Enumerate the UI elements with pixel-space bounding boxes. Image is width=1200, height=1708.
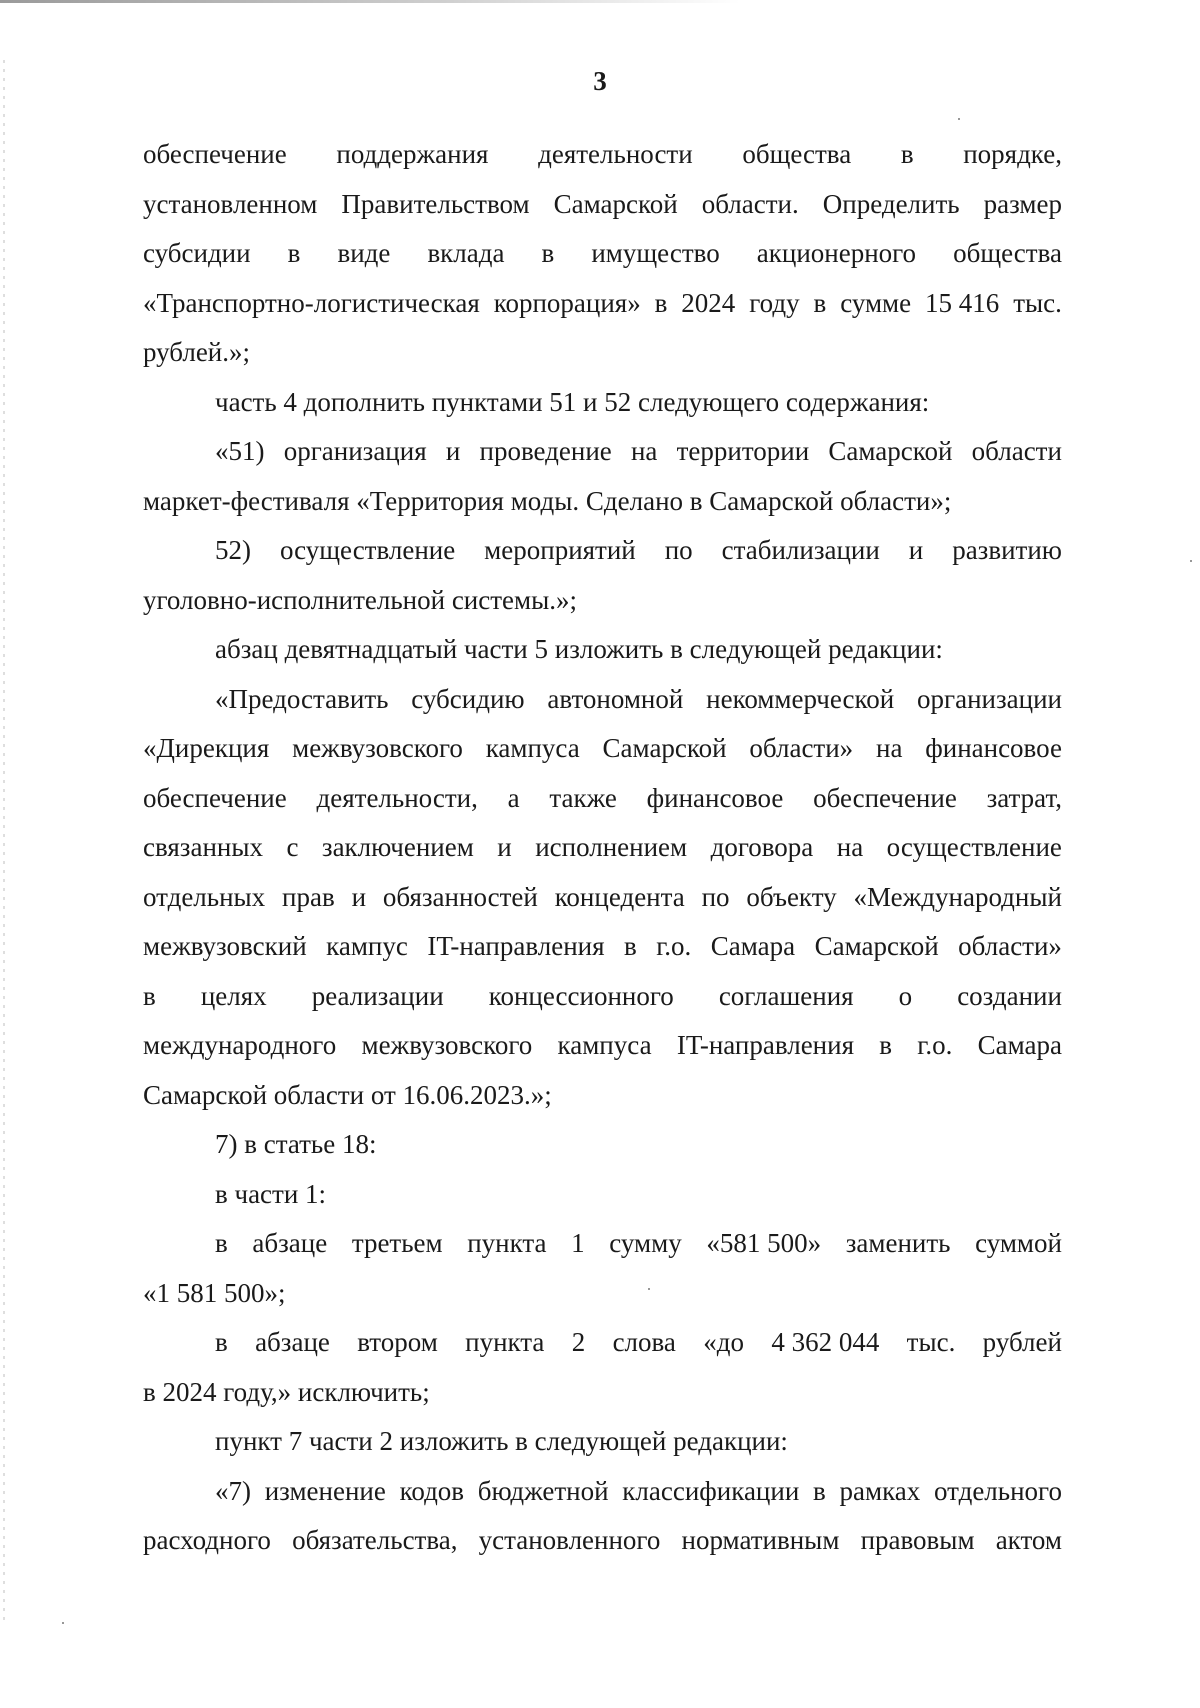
- word: 52): [215, 535, 251, 565]
- word: осуществление: [886, 832, 1062, 862]
- word: суммой: [975, 1228, 1062, 1258]
- word: «Предоставить: [215, 683, 389, 714]
- word: 2024: [681, 287, 736, 318]
- text-line: [143, 832, 1062, 882]
- word: проведение: [479, 436, 612, 466]
- text-line: [143, 981, 1062, 1031]
- word: «Дирекция: [143, 733, 270, 763]
- word: втором: [357, 1327, 438, 1357]
- word: объекту: [746, 881, 837, 912]
- word: Самарской: [814, 931, 939, 961]
- word: в: [624, 931, 637, 961]
- word: Самарской: [553, 188, 678, 219]
- word: Самара: [710, 931, 796, 961]
- word: целях: [200, 980, 267, 1011]
- word: реализации: [311, 980, 444, 1011]
- line-text: «1 581 500»;: [143, 1277, 286, 1308]
- word: и: [908, 535, 924, 565]
- word: финансовое: [646, 782, 784, 813]
- text-line: [143, 189, 1062, 239]
- text-line: [143, 288, 1062, 338]
- word: также: [549, 782, 617, 813]
- word: организация: [283, 436, 427, 466]
- word: в: [541, 238, 555, 268]
- word: общества: [953, 238, 1062, 268]
- word: автономной: [547, 683, 684, 714]
- word: расходного: [143, 1525, 271, 1555]
- word: порядке,: [963, 139, 1062, 169]
- word: развитию: [952, 535, 1062, 565]
- scan-speck: [648, 1288, 650, 1290]
- word: отдельных: [143, 881, 266, 912]
- word: общества: [742, 139, 852, 169]
- word: о: [898, 980, 913, 1011]
- word: слова: [612, 1327, 676, 1357]
- word: в: [879, 1030, 893, 1060]
- word: соглашения: [718, 980, 854, 1011]
- word: деятельности,: [316, 782, 478, 813]
- word: 2: [571, 1327, 586, 1357]
- text-line: [143, 684, 1062, 734]
- word: по: [664, 535, 693, 565]
- text-line: [143, 238, 1062, 288]
- word: поддержания: [336, 139, 489, 169]
- line-text: рублей.»;: [143, 337, 251, 367]
- line-text: в части 1:: [215, 1178, 327, 1209]
- scan-artifact-top: [0, 0, 740, 3]
- line-text: уголовно-исполнительной системы.»;: [143, 584, 578, 615]
- word: Самара: [977, 1030, 1062, 1060]
- word: «Международный: [853, 881, 1062, 912]
- word: установленного: [478, 1525, 661, 1555]
- word: IT-направления: [427, 931, 605, 961]
- word: области: [971, 436, 1062, 466]
- word: 1: [571, 1228, 585, 1258]
- word: кодов: [399, 1475, 465, 1506]
- text-line: [143, 387, 1062, 437]
- line-text: пункт 7 части 2 изложить в следующей редакции:: [215, 1426, 788, 1456]
- text-line: [143, 535, 1062, 585]
- text-line: [143, 1179, 1062, 1229]
- word: пункта: [465, 1327, 545, 1357]
- word: в: [813, 1475, 826, 1506]
- word: области»: [958, 931, 1062, 961]
- word: деятельности: [538, 139, 693, 169]
- word: третьем: [351, 1228, 443, 1258]
- scan-speck: [62, 1622, 64, 1624]
- word: 15 416: [925, 287, 1000, 318]
- text-line: [143, 585, 1062, 635]
- word: заключением: [321, 832, 474, 862]
- word: сумму: [609, 1228, 682, 1258]
- text-line: [143, 1327, 1062, 1377]
- word: в: [215, 1228, 228, 1258]
- word: Самарской: [828, 436, 953, 466]
- word: «7): [215, 1475, 251, 1506]
- word: организации: [917, 683, 1062, 714]
- word: и: [351, 881, 367, 912]
- text-line: [143, 1476, 1062, 1526]
- word: на: [876, 733, 903, 763]
- word: Правительством: [341, 188, 530, 219]
- scan-artifact-left-edge: [3, 60, 5, 1620]
- word: тыс.: [1013, 287, 1062, 318]
- word: «до: [703, 1327, 744, 1357]
- word: территории: [676, 436, 810, 466]
- word: межвузовский: [143, 931, 307, 961]
- word: отдельного: [934, 1475, 1062, 1506]
- text-line: [143, 931, 1062, 981]
- word: IT-направления: [676, 1030, 855, 1060]
- word: имущество: [591, 238, 720, 268]
- word: виде: [337, 238, 391, 268]
- word: концедента: [554, 881, 685, 912]
- text-line: [143, 1525, 1062, 1575]
- word: осуществление: [279, 535, 456, 565]
- word: обязательства,: [292, 1525, 458, 1555]
- text-line: [143, 1377, 1062, 1427]
- word: Определить: [822, 188, 960, 219]
- scan-speck: [1190, 560, 1192, 562]
- word: году: [749, 287, 800, 318]
- word: правовым: [860, 1525, 975, 1555]
- word: договора: [710, 832, 814, 862]
- word: изменение: [264, 1475, 386, 1506]
- text-line: [143, 1030, 1062, 1080]
- word: абзаце: [252, 1228, 328, 1258]
- word: вклада: [427, 238, 505, 268]
- word: кампуса: [557, 1030, 652, 1060]
- word: стабилизации: [721, 535, 880, 565]
- word: рублей: [982, 1327, 1062, 1357]
- line-text: Самарской области от 16.06.2023.»;: [143, 1079, 552, 1110]
- word: корпорация»: [493, 287, 641, 318]
- word: в: [654, 287, 668, 318]
- word: затрат,: [986, 782, 1062, 813]
- word: актом: [995, 1525, 1062, 1555]
- word: нормативным: [681, 1525, 840, 1555]
- word: на: [630, 436, 658, 466]
- word: обязанностей: [382, 881, 538, 912]
- word: бюджетной: [477, 1475, 609, 1506]
- word: 4 362 044: [771, 1327, 880, 1357]
- word: в: [813, 287, 827, 318]
- text-line: [143, 1426, 1062, 1476]
- page-number: 3: [593, 66, 607, 96]
- word: субсидию: [411, 683, 525, 714]
- word: межвузовского: [292, 733, 463, 763]
- text-line: [143, 634, 1062, 684]
- scan-speck: [958, 118, 960, 120]
- word: связанных: [143, 832, 263, 862]
- text-line: [143, 1080, 1062, 1130]
- line-text: абзац девятнадцатый части 5 изложить в следующей редакции:: [215, 634, 943, 664]
- word: создании: [957, 980, 1062, 1011]
- word: по: [701, 881, 730, 912]
- word: заменить: [845, 1228, 951, 1258]
- word: международного: [143, 1030, 337, 1060]
- word: «Транспортно-логистическая: [143, 287, 480, 318]
- word: Самарской: [602, 733, 727, 763]
- word: акционерного: [756, 238, 917, 268]
- text-line: [143, 1228, 1062, 1278]
- word: обеспечение: [813, 782, 957, 813]
- word: пункта: [467, 1228, 547, 1258]
- word: кампус: [326, 931, 408, 961]
- word: межвузовского: [361, 1030, 533, 1060]
- document-body: [143, 139, 1062, 1575]
- text-line: [143, 486, 1062, 536]
- word: с: [286, 832, 299, 862]
- text-line: [143, 139, 1062, 189]
- word: исполнением: [535, 832, 688, 862]
- word: и: [445, 436, 461, 466]
- word: кампуса: [485, 733, 580, 763]
- word: мероприятий: [484, 535, 636, 565]
- word: субсидии: [143, 238, 251, 268]
- word: в: [900, 139, 914, 169]
- word: «581 500»: [706, 1228, 822, 1258]
- line-text: маркет-фестиваля «Территория моды. Сделано в Самарской области»;: [143, 485, 952, 516]
- text-line: [143, 436, 1062, 486]
- word: области.: [701, 188, 799, 219]
- word: обеспечение: [143, 139, 287, 169]
- text-line: [143, 1129, 1062, 1179]
- word: классификации: [622, 1475, 800, 1506]
- line-text: 7) в статье 18:: [215, 1129, 377, 1159]
- line-text: в 2024 году,» исключить;: [143, 1376, 430, 1407]
- word: на: [836, 832, 864, 862]
- word: в: [143, 980, 156, 1011]
- word: прав: [282, 881, 335, 912]
- word: рамках: [839, 1475, 921, 1506]
- word: в: [287, 238, 301, 268]
- word: установленном: [143, 188, 318, 219]
- text-line: [143, 783, 1062, 833]
- word: размер: [983, 188, 1062, 219]
- word: абзаце: [255, 1327, 330, 1357]
- word: концессионного: [488, 980, 674, 1011]
- word: тыс.: [906, 1327, 956, 1357]
- text-line: [143, 1278, 1062, 1328]
- text-line: [143, 882, 1062, 932]
- text-line: [143, 733, 1062, 783]
- line-text: часть 4 дополнить пунктами 51 и 52 следующего содержания:: [215, 386, 930, 417]
- word: области»: [749, 733, 854, 763]
- word: некоммерческой: [706, 683, 895, 714]
- word: финансовое: [925, 733, 1062, 763]
- word: г.о.: [656, 931, 692, 961]
- word: г.о.: [917, 1030, 953, 1060]
- word: сумме: [840, 287, 912, 318]
- word: и: [497, 832, 512, 862]
- word: обеспечение: [143, 782, 287, 813]
- word: «51): [215, 436, 265, 466]
- word: а: [507, 782, 520, 813]
- word: в: [215, 1327, 228, 1357]
- text-line: [143, 337, 1062, 387]
